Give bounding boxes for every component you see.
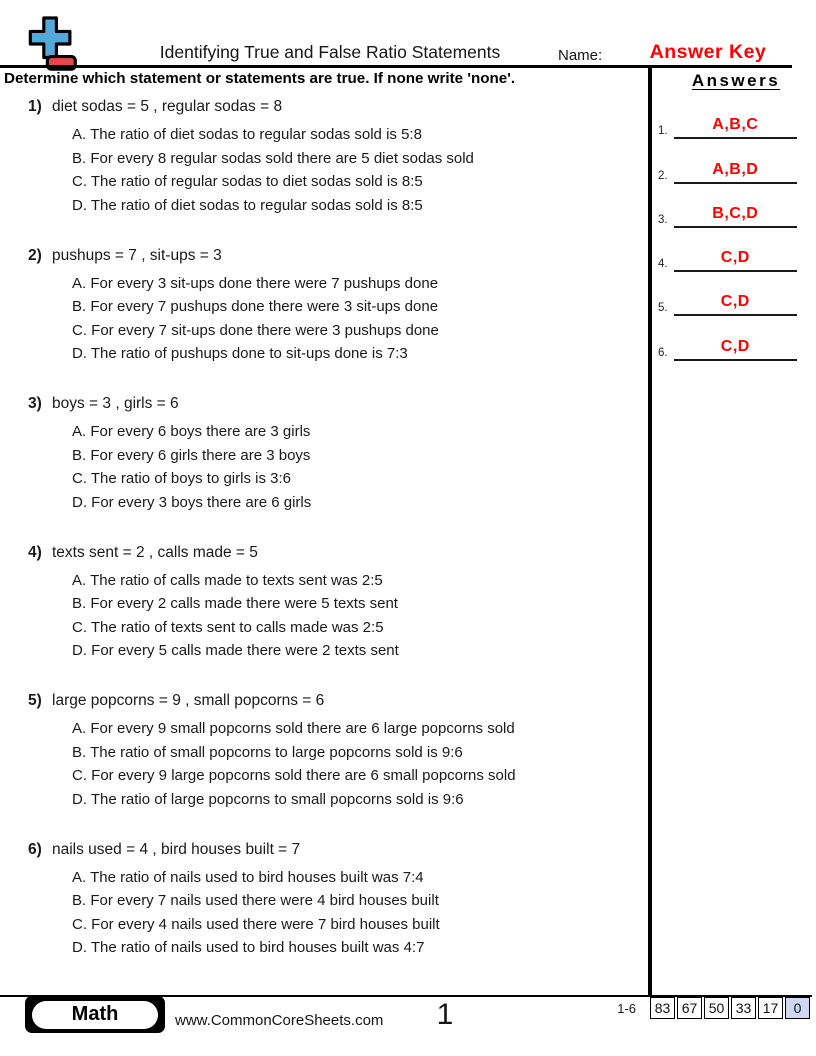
choice-a: A. The ratio of calls made to texts sent was 2:5 xyxy=(72,571,383,589)
answer-row-1 xyxy=(658,112,797,139)
score-box: 67 xyxy=(677,997,702,1019)
answer-blank-line xyxy=(674,201,797,228)
answer-blank-line xyxy=(674,112,797,139)
answer-value: C,D xyxy=(720,249,750,266)
choice-c: C. For every 7 sit-ups done there were 3 pushups done xyxy=(72,321,439,339)
answer-row-4 xyxy=(658,245,797,272)
answer-value: A,B,C xyxy=(712,116,759,133)
choice-b: B. For every 2 calls made there were 5 texts sent xyxy=(72,595,398,612)
score-box: 83 xyxy=(650,997,675,1019)
answer-number: 2. xyxy=(658,170,668,182)
question-prompt: diet sodas = 5 , regular sodas = 8 xyxy=(52,98,283,115)
answer-blank-line xyxy=(674,245,797,272)
choice-c: C. The ratio of regular sodas to diet sodas sold is 8:5 xyxy=(72,173,423,190)
choice-d: D. The ratio of large popcorns to small popcorns sold is 9:6 xyxy=(72,790,464,808)
question-item-2 xyxy=(0,245,646,366)
choice-d: D. The ratio of pushups done to sit-ups done is 7:3 xyxy=(72,345,408,362)
instruction-text: Determine which statement or statements are true. If none write 'none'. xyxy=(4,70,516,87)
choice-list xyxy=(0,717,646,811)
choice-c: C. The ratio of boys to girls is 3:6 xyxy=(72,470,291,487)
question-number: 1) xyxy=(28,98,42,115)
choice-d: D. The ratio of diet sodas to regular sodas sold is 8:5 xyxy=(72,196,423,214)
answer-row-2 xyxy=(658,157,797,184)
question-number: 2) xyxy=(28,246,42,264)
question-item-1 xyxy=(0,96,646,217)
question-number: 4) xyxy=(28,543,42,561)
question-item-3 xyxy=(0,393,646,514)
page-number: 1 xyxy=(436,998,454,1031)
choice-list xyxy=(0,420,646,514)
question-item-5 xyxy=(0,690,646,811)
choice-c: C. For every 4 nails used there were 7 bird houses built xyxy=(72,915,440,933)
choice-b: B. For every 7 pushups done there were 3 sit-ups done xyxy=(72,298,439,315)
choice-list xyxy=(0,866,646,960)
answer-number: 1. xyxy=(658,125,668,137)
score-box: 17 xyxy=(758,997,783,1019)
choice-a: A. For every 6 boys there are 3 girls xyxy=(72,423,311,440)
answer-number: 6. xyxy=(658,347,668,359)
question-prompt: boys = 3 , girls = 6 xyxy=(52,395,179,412)
choice-list xyxy=(0,123,646,217)
choice-d: D. For every 3 boys there are 6 girls xyxy=(72,493,312,511)
question-prompt: large popcorns = 9 , small popcorns = 6 xyxy=(52,692,325,709)
answer-row-5 xyxy=(658,289,797,316)
column-divider xyxy=(648,67,652,995)
name-label: Name: xyxy=(558,47,603,64)
score-box: 50 xyxy=(704,997,729,1019)
score-box: 33 xyxy=(731,997,756,1019)
question-prompt: texts sent = 2 , calls made = 5 xyxy=(52,543,258,561)
choice-b: B. The ratio of small popcorns to large popcorns sold is 9:6 xyxy=(72,743,463,761)
answer-row-3 xyxy=(658,201,797,228)
answers-panel xyxy=(656,0,816,995)
answer-value: A,B,D xyxy=(712,161,759,178)
math-badge-label: Math xyxy=(32,1001,158,1029)
answer-blank-line xyxy=(674,289,797,316)
math-badge xyxy=(25,996,165,1033)
score-box-highlighted: 0 xyxy=(785,997,810,1019)
choice-a: A. The ratio of nails used to bird houses built was 7:4 xyxy=(72,868,424,886)
answer-value: B,C,D xyxy=(712,205,759,222)
answer-value: C,D xyxy=(720,293,750,310)
score-table xyxy=(650,997,810,1019)
choice-b: B. For every 6 girls there are 3 boys xyxy=(72,446,311,464)
question-prompt: nails used = 4 , bird houses built = 7 xyxy=(52,840,301,858)
website-url: www.CommonCoreSheets.com xyxy=(175,1012,384,1029)
answer-value: C,D xyxy=(720,338,750,355)
questions-column xyxy=(0,96,646,987)
question-number: 5) xyxy=(28,692,42,709)
choice-b: B. For every 8 regular sodas sold there are 5 diet sodas sold xyxy=(72,149,474,167)
choice-d: D. For every 5 calls made there were 2 texts sent xyxy=(72,642,399,659)
question-prompt: pushups = 7 , sit-ups = 3 xyxy=(52,246,222,264)
answer-blank-line xyxy=(674,157,797,184)
worksheet-title: Identifying True and False Ratio Statements xyxy=(159,42,501,62)
answer-key-value: Answer Key xyxy=(649,41,767,63)
score-range-label: 1-6 xyxy=(617,1001,636,1016)
answer-number: 4. xyxy=(658,258,668,270)
answer-row-6 xyxy=(658,334,797,361)
answer-number: 3. xyxy=(658,214,668,226)
question-number: 3) xyxy=(28,395,42,412)
answer-blank-line xyxy=(674,334,797,361)
choice-d: D. The ratio of nails used to bird houses built was 4:7 xyxy=(72,939,425,956)
choice-a: A. For every 3 sit-ups done there were 7 pushups done xyxy=(72,274,439,292)
answers-heading: Answers xyxy=(691,71,781,90)
question-number: 6) xyxy=(28,840,42,858)
choice-list xyxy=(0,272,646,366)
choice-b: B. For every 7 nails used there were 4 bird houses built xyxy=(72,892,439,909)
choice-c: C. The ratio of texts sent to calls made was 2:5 xyxy=(72,618,384,636)
question-item-6 xyxy=(0,839,646,960)
answer-number: 5. xyxy=(658,302,668,314)
choice-a: A. For every 9 small popcorns sold there are 6 large popcorns sold xyxy=(72,720,515,737)
choice-a: A. The ratio of diet sodas to regular sodas sold is 5:8 xyxy=(72,126,422,143)
choice-list xyxy=(0,569,646,663)
question-item-4 xyxy=(0,542,646,663)
choice-c: C. For every 9 large popcorns sold there are 6 small popcorns sold xyxy=(72,767,516,784)
